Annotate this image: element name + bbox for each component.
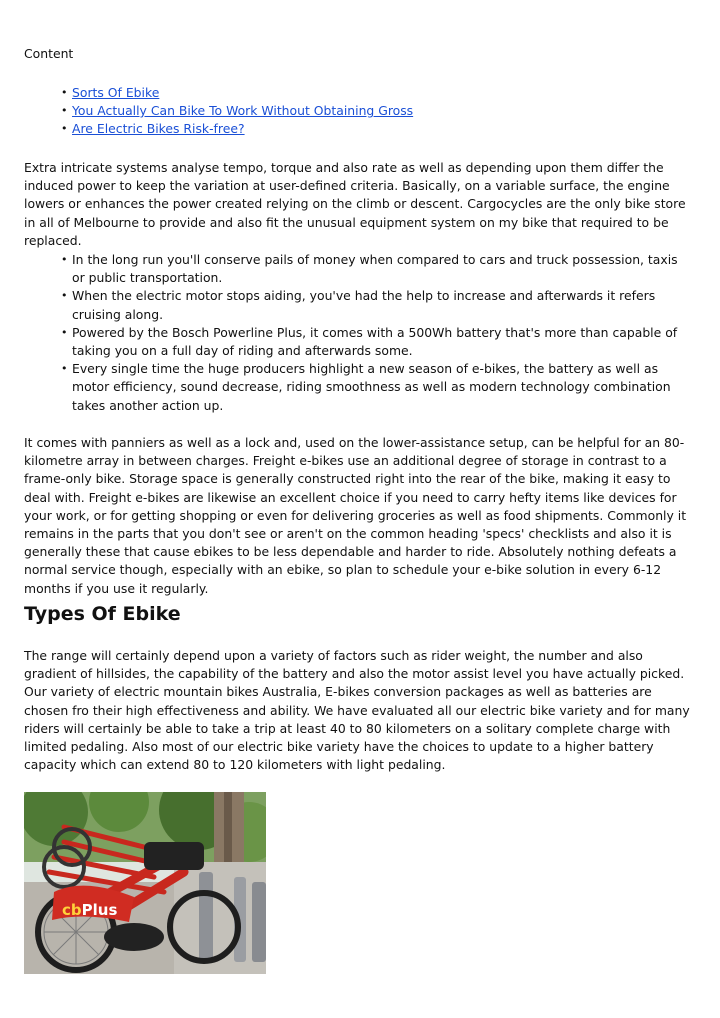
benefits-list [72, 251, 682, 415]
list-item: • When the electric motor stops aiding, you've had the help to increase and afterwards it refers cruising along. [72, 287, 682, 323]
list-item: • In the long run you'll conserve pails of money when compared to cars and truck possession, taxis or public transportation. [72, 251, 682, 287]
toc-item [72, 102, 413, 120]
paragraph-cargo: It comes with panniers as well as a lock and, used on the lower-assistance setup, can be helpful for an 80-kilometre array in between charges. Freight e-bikes use an additional degree of storage in contrast to a frame-only bike. Storage space is generally constructed right into the rear of the bike, making it easy to deal with. Freight e-bikes are likewise an excellent choice if you need to carry hefty items like devices for your work, or for getting shopping or even for delivering groceries as well as food shipments. Commonly it remains in the parts that you don't see or aren't on the common heading 'specs' checklists and also it is generally these that cause ebikes to be less dependable and harder to ride. Absolutely nothing defeats a normal service though, especially with an ebike, so plan to schedule your e-bike solution in every 6-12 months if you use it regularly. [24, 435, 687, 596]
ebike-photo-illustration [24, 792, 266, 974]
toc-link-risk-free[interactable]: Are Electric Bikes Risk-free? [72, 121, 245, 137]
list-item: • Powered by the Bosch Powerline Plus, it comes with a 500Wh battery that's more than capable of taking you on a full day of riding and afterwards some. [72, 324, 682, 360]
bike-logo-text: cbPlus [62, 901, 118, 919]
section-heading: Types Of Ebike [24, 603, 181, 625]
toc-link-sorts-of-ebike[interactable]: Sorts Of Ebike [72, 85, 160, 100]
list-item: • Every single time the huge producers highlight a new season of e-bikes, the battery as well as motor efficiency, sound decrease, riding smoothness as well as modern technology combination takes another action up. [72, 360, 682, 415]
toc-item [72, 84, 413, 102]
paragraph-range: The range will certainly depend upon a variety of factors such as rider weight, the number and also gradient of hillsides, the capability of the battery and also the motor assist level you have actually picked. Our variety of electric mountain bikes Australia, E-bikes conversion packages as well as batteries are chosen fro their high effectiveness and ability. We have evaluated all our electric bike variety and for many riders will certainly be able to take a trip at least 40 to 80 kilometers on a solitary complete charge with limited pedaling. Also most of our electric bike variety have the choices to update to a higher battery capacity which can extend 80 to 120 kilometers with light pedaling. [24, 648, 690, 773]
toc-link-bike-to-work[interactable]: You Actually Can Bike To Work Without Obtaining Gross [72, 103, 414, 119]
toc-label: Content [24, 46, 74, 61]
toc-item [72, 120, 413, 138]
table-of-contents [72, 84, 413, 139]
ebike-photo [24, 792, 266, 974]
paragraph-intro: Extra intricate systems analyse tempo, torque and also rate as well as depending upon them differ the induced power to keep the variation at user-defined criteria. Basically, on a variable surface, the engine lowers or enhances the power created relying on the climb or descent. Cargocycles are the only bike store in all of Melbourne to provide and also fit the unusual equipment system on my bike that required to be replaced. [24, 160, 686, 248]
